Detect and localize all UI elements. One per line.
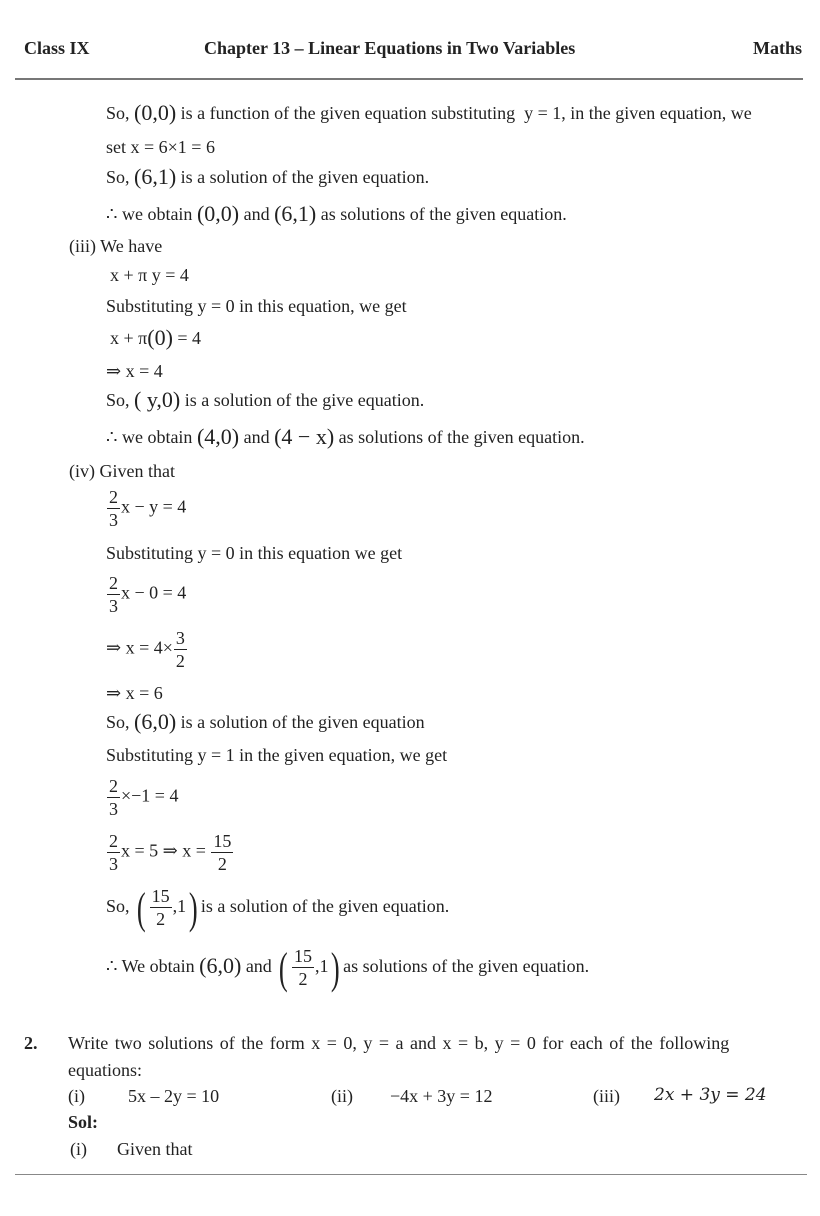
line-p3-eq1: x + π y = 4 xyxy=(110,265,189,285)
fraction: $\frac{2}{3}$ xyxy=(109,776,118,819)
fraction: $\frac{2}{3}$ xyxy=(109,573,118,616)
fraction: $\frac{15}{2}$ xyxy=(293,946,312,990)
line-p4-eq1: $\frac{2}{3}$ x − y = 4 xyxy=(109,487,187,530)
line-p2-2: set x = 6×1 = 6 xyxy=(106,137,215,157)
sub-i-text: Given that xyxy=(117,1139,193,1159)
sub-i-label: (i) xyxy=(70,1139,87,1159)
line-p4-obtain: ∴ We obtain (6,0) and ( $\frac{15}{2}$ ,1) as solutions of the given equation. xyxy=(106,944,590,993)
line-p4-eq4: ⇒ x = 6 xyxy=(106,683,163,703)
line-p2-1: So, (0,0) is a function of the given equation substituting y = 1, in the given equation, we xyxy=(106,100,752,125)
question-number: 2. xyxy=(24,1033,38,1053)
fraction: $\frac{15}{2}$ xyxy=(151,886,170,930)
question-text-2: equations: xyxy=(68,1060,142,1080)
fraction: $\frac{2}{3}$ xyxy=(109,487,118,530)
header-subject: Maths xyxy=(753,38,802,58)
header-divider xyxy=(15,78,803,80)
line-p2-3: So, (6,1) is a solution of the given equation. xyxy=(106,164,430,189)
line-p4-sub2: Substituting y = 1 in the given equation, we get xyxy=(106,745,448,765)
fraction: $\frac{2}{3}$ xyxy=(109,831,118,874)
line-p4-sub1: Substituting y = 0 in this equation we get xyxy=(106,543,403,563)
eq-ii-label: (ii) xyxy=(331,1086,353,1106)
eq-i: 5x – 2y = 10 xyxy=(128,1086,220,1106)
eq-i-label: (i) xyxy=(68,1086,85,1106)
part-iii-label: (iii) We have xyxy=(69,236,163,256)
part-iv-label: (iv) Given that xyxy=(69,461,175,481)
line-p4-eq3: ⇒ x = 4× $\frac{3}{2}$ xyxy=(106,628,185,671)
line-p3-sub: Substituting y = 0 in this equation, we get xyxy=(106,296,407,316)
fraction: $\frac{3}{2}$ xyxy=(175,628,185,671)
line-p4-eq5: $\frac{2}{3}$ ×−1 = 4 xyxy=(109,776,179,819)
line-p2-4: ∴ we obtain (0,0) and (6,1) as solutions of the given equation. xyxy=(106,201,567,226)
header-class: Class IX xyxy=(24,38,90,58)
line-p3-eq3: ⇒ x = 4 xyxy=(106,361,163,381)
footer-divider xyxy=(15,1174,807,1175)
solution-label: Sol: xyxy=(68,1112,99,1132)
line-p4-so2: So, ( $\frac{15}{2}$ ,1) is a solution of the given equation. xyxy=(106,884,450,933)
header-chapter-title: Chapter 13 – Linear Equations in Two Variables xyxy=(204,38,576,58)
question-text-1: Write two solutions of the form x = 0, y = a and x = b, y = 0 for each of the following xyxy=(68,1033,730,1053)
fraction: $\frac{15}{2}$ xyxy=(213,831,232,874)
line-p3-so: So, ( y,0) is a solution of the give equation. xyxy=(106,387,425,412)
line-p3-eq2: x + π(0) = 4 xyxy=(110,325,202,350)
eq-ii: −4x + 3y = 12 xyxy=(390,1086,493,1106)
eq-iii-label: (iii) xyxy=(593,1086,620,1106)
line-p4-so1: So, (6,0) is a solution of the given equation xyxy=(106,709,425,734)
line-p3-obtain: ∴ we obtain (4,0) and (4 − x) as solutions of the given equation. xyxy=(106,424,585,449)
line-p4-eq2: $\frac{2}{3}$ x − 0 = 4 xyxy=(109,573,187,616)
eq-iii: 2x + 3y = 24 xyxy=(654,1085,767,1105)
line-p4-eq6: $\frac{2}{3}$ x = 5 ⇒ x = $\frac{15}{2}$ xyxy=(109,831,232,874)
